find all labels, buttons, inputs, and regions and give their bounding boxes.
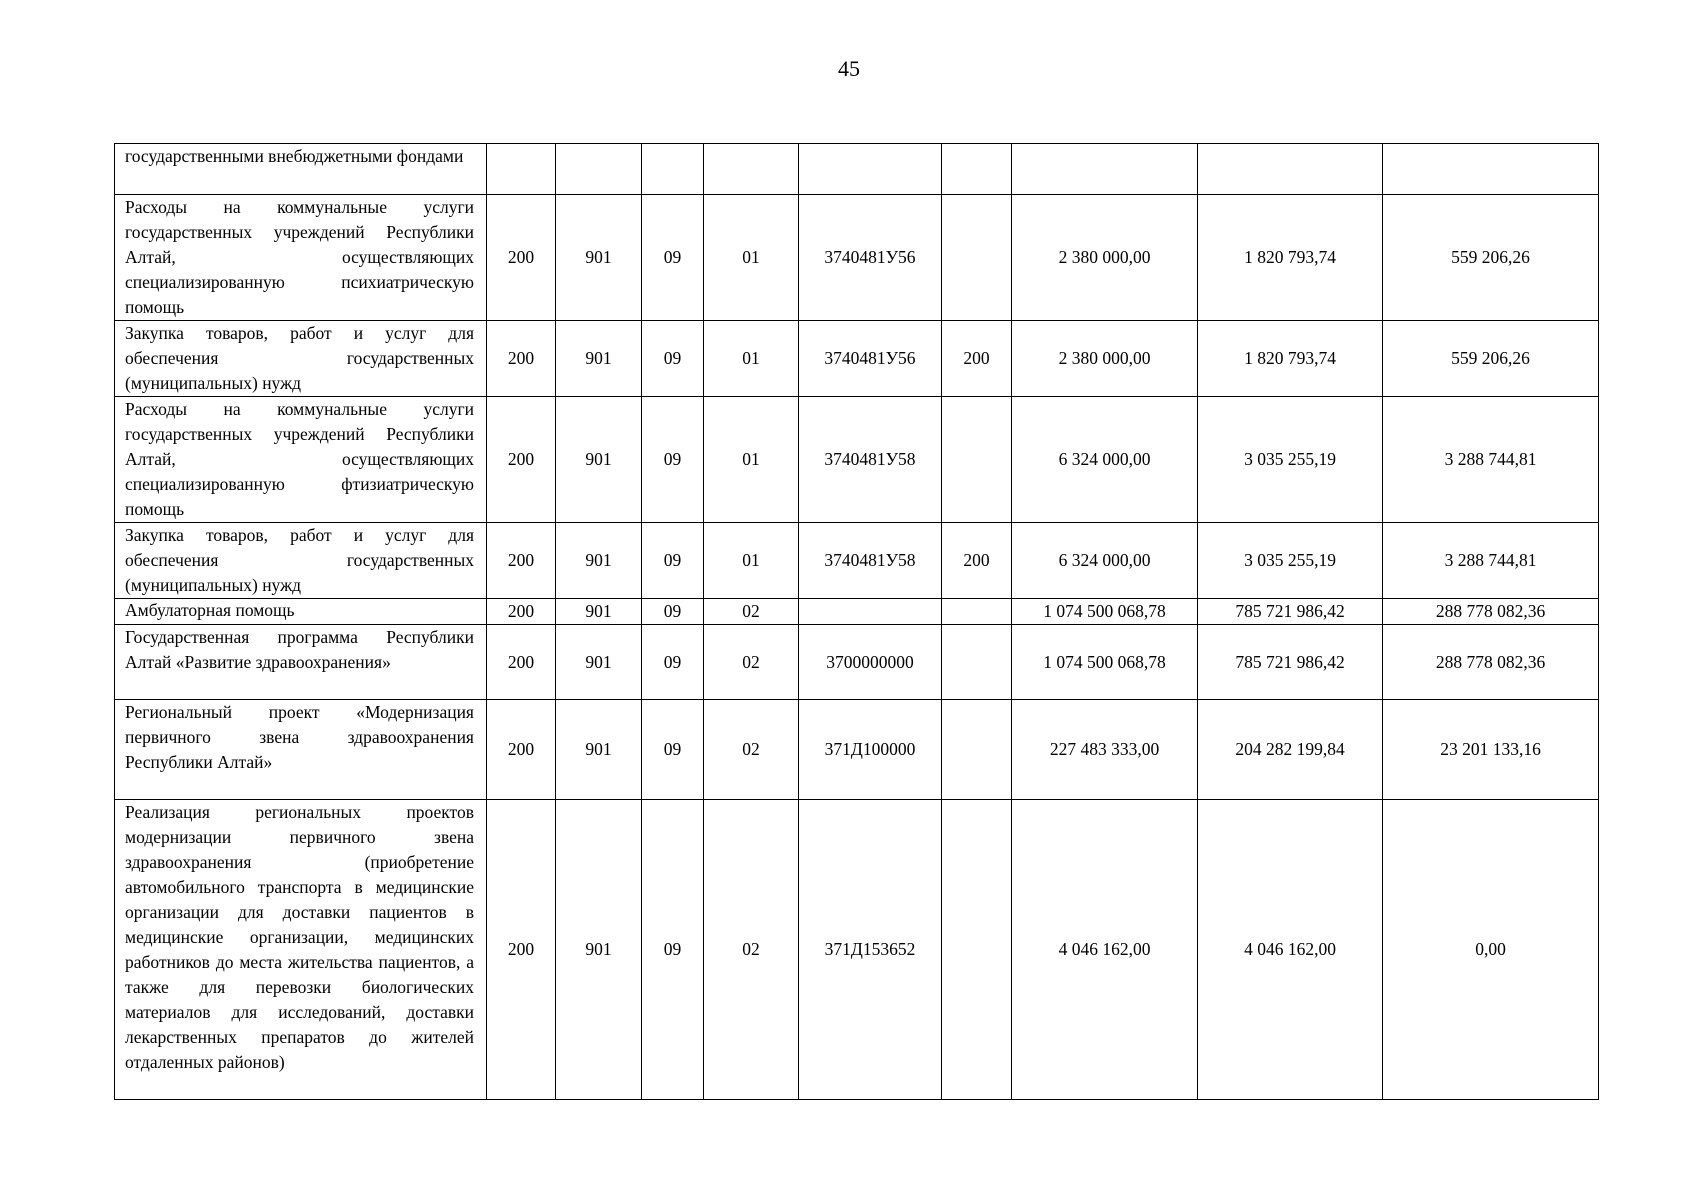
table-cell: 09	[642, 700, 704, 800]
table-cell: 09	[642, 625, 704, 700]
table-cell: 1 820 793,74	[1198, 195, 1383, 321]
table-cell: 09	[642, 800, 704, 1100]
table-cell: 01	[704, 321, 799, 397]
table-cell: 6 324 000,00	[1012, 397, 1198, 523]
row-name-cell: Закупка товаров, работ и услуг для обеспечения государственных (муниципальных) нужд	[115, 321, 487, 397]
table-cell	[1012, 144, 1198, 195]
table-cell: 288 778 082,36	[1383, 599, 1599, 625]
table-cell: 01	[704, 523, 799, 599]
table-cell: 559 206,26	[1383, 195, 1599, 321]
table-cell: 3740481У56	[799, 321, 942, 397]
table-cell: 02	[704, 625, 799, 700]
table-row	[115, 700, 1599, 800]
table-cell: 200	[487, 599, 556, 625]
table-cell	[942, 700, 1012, 800]
table-cell: 3 035 255,19	[1198, 523, 1383, 599]
table-cell	[942, 195, 1012, 321]
table-cell	[1383, 144, 1599, 195]
table-cell: 02	[704, 700, 799, 800]
table-row	[115, 144, 1599, 195]
table-cell: 2 380 000,00	[1012, 321, 1198, 397]
table-row	[115, 321, 1599, 397]
table-cell	[1198, 144, 1383, 195]
table-cell: 200	[487, 625, 556, 700]
table-cell: 4 046 162,00	[1012, 800, 1198, 1100]
table-cell: 901	[556, 321, 642, 397]
table-cell: 901	[556, 625, 642, 700]
table-cell: 6 324 000,00	[1012, 523, 1198, 599]
table-cell: 559 206,26	[1383, 321, 1599, 397]
table-cell: 01	[704, 397, 799, 523]
table-row	[115, 625, 1599, 700]
row-name-cell: Расходы на коммунальные услуги государственных учреждений Республики Алтай, осуществляющих специализированную фтизиатрическую помощь	[115, 397, 487, 523]
table-cell: 1 074 500 068,78	[1012, 599, 1198, 625]
table-cell: 200	[487, 397, 556, 523]
table-cell	[942, 625, 1012, 700]
table-cell: 3740481У58	[799, 523, 942, 599]
budget-table	[114, 143, 1599, 1100]
table-cell: 901	[556, 397, 642, 523]
table-cell: 200	[942, 523, 1012, 599]
table-row	[115, 195, 1599, 321]
table-cell: 200	[487, 700, 556, 800]
table-cell	[799, 144, 942, 195]
table-cell: 09	[642, 523, 704, 599]
table-cell: 901	[556, 700, 642, 800]
table-row	[115, 397, 1599, 523]
table-cell: 200	[487, 195, 556, 321]
table-cell: 09	[642, 599, 704, 625]
table-cell: 0,00	[1383, 800, 1599, 1100]
row-name-cell: Расходы на коммунальные услуги государственных учреждений Республики Алтай, осуществляющих специализированную психиатрическую помощь	[115, 195, 487, 321]
table-cell: 204 282 199,84	[1198, 700, 1383, 800]
table-row	[115, 523, 1599, 599]
table-cell: 09	[642, 397, 704, 523]
table-cell: 01	[704, 195, 799, 321]
table-cell	[487, 144, 556, 195]
table-cell: 02	[704, 599, 799, 625]
table-cell: 2 380 000,00	[1012, 195, 1198, 321]
table-cell: 288 778 082,36	[1383, 625, 1599, 700]
table-cell: 09	[642, 195, 704, 321]
table-cell: 1 820 793,74	[1198, 321, 1383, 397]
table-cell: 901	[556, 800, 642, 1100]
row-name-cell: государственными внебюджетными фондами	[115, 144, 487, 195]
table-cell	[799, 599, 942, 625]
table-cell: 371Д153652	[799, 800, 942, 1100]
table-cell: 3740481У58	[799, 397, 942, 523]
table-cell: 371Д100000	[799, 700, 942, 800]
table-row	[115, 800, 1599, 1100]
table-cell: 09	[642, 321, 704, 397]
table-cell: 200	[487, 800, 556, 1100]
table-cell: 3 288 744,81	[1383, 397, 1599, 523]
table-cell: 3700000000	[799, 625, 942, 700]
table-cell: 23 201 133,16	[1383, 700, 1599, 800]
table-cell: 200	[487, 523, 556, 599]
row-name-cell: Реализация региональных проектов модернизации первичного звена здравоохранения (приобретение автомобильного транспорта в медицинские организации для доставки пациентов в медицинские организации, медицинских работников до места жительства пациентов, а также для перевозки биологических материалов для исследований, доставки лекарственных препаратов до жителей отдаленных районов)	[115, 800, 487, 1100]
table-cell	[942, 397, 1012, 523]
table-cell: 3 288 744,81	[1383, 523, 1599, 599]
row-name-cell: Государственная программа Республики Алтай «Развитие здравоохранения»	[115, 625, 487, 700]
table-cell	[704, 144, 799, 195]
table-cell	[942, 599, 1012, 625]
row-name-cell: Закупка товаров, работ и услуг для обеспечения государственных (муниципальных) нужд	[115, 523, 487, 599]
table-cell: 227 483 333,00	[1012, 700, 1198, 800]
table-cell	[642, 144, 704, 195]
table-cell: 901	[556, 523, 642, 599]
table-cell: 200	[487, 321, 556, 397]
table-cell: 3740481У56	[799, 195, 942, 321]
row-name-cell: Амбулаторная помощь	[115, 599, 487, 625]
table-cell: 200	[942, 321, 1012, 397]
table-cell: 785 721 986,42	[1198, 599, 1383, 625]
table-cell: 02	[704, 800, 799, 1100]
table-cell: 901	[556, 195, 642, 321]
table-cell	[556, 144, 642, 195]
table-cell: 3 035 255,19	[1198, 397, 1383, 523]
table-cell: 1 074 500 068,78	[1012, 625, 1198, 700]
table-cell: 785 721 986,42	[1198, 625, 1383, 700]
row-name-cell: Региональный проект «Модернизация первичного звена здравоохранения Республики Алтай»	[115, 700, 487, 800]
table-cell: 4 046 162,00	[1198, 800, 1383, 1100]
page-number: 45	[838, 56, 860, 81]
table-cell	[942, 800, 1012, 1100]
table-row	[115, 599, 1599, 625]
table-cell: 901	[556, 599, 642, 625]
table-cell	[942, 144, 1012, 195]
